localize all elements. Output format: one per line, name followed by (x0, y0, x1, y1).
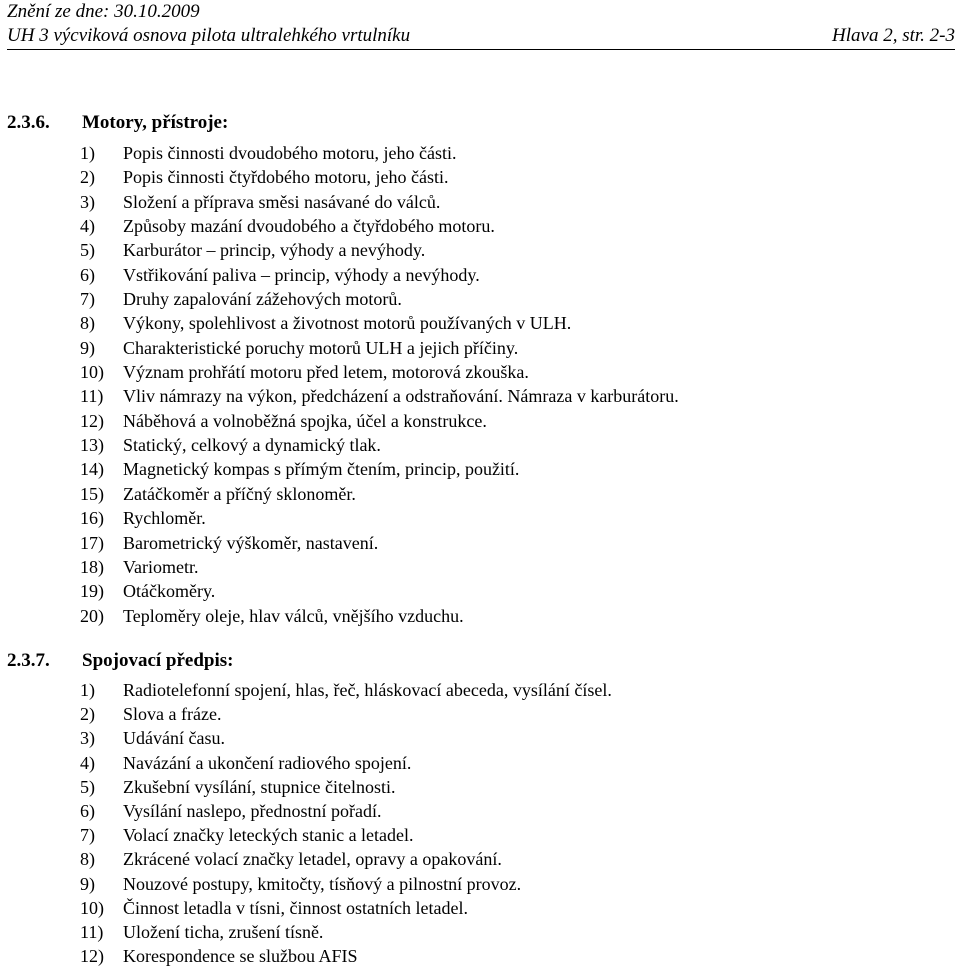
list-item-number: 19) (80, 581, 104, 602)
section-spojovaci (0, 648, 960, 674)
list-item-number: 9) (80, 873, 95, 894)
section-heading (0, 110, 960, 136)
list-item-number: 2) (80, 167, 95, 188)
list-item-text: Rychloměr. (123, 508, 206, 529)
list-item-number: 8) (80, 313, 95, 334)
revision-date: Znění ze dne: 30.10.2009 (7, 1, 200, 22)
list-item-number: 18) (80, 556, 104, 577)
list-item-number: 4) (80, 216, 95, 237)
section-motory (0, 110, 960, 136)
list-item-number: 7) (80, 825, 95, 846)
list-item-text: Význam prohřátí motoru před letem, motorová zkouška. (123, 362, 529, 383)
list-item-number: 5) (80, 240, 95, 261)
list-item-text: Popis činnosti čtyřdobého motoru, jeho části. (123, 167, 449, 188)
list-item-text: Vysílání naslepo, přednostní pořadí. (123, 800, 382, 821)
list-item-number: 20) (80, 605, 104, 626)
list-item-text: Náběhová a volnoběžná spojka, účel a konstrukce. (123, 410, 487, 431)
list-item-number: 9) (80, 337, 95, 358)
list-item-number: 12) (80, 946, 104, 967)
list-item-number: 10) (80, 897, 104, 918)
list-item-number: 2) (80, 704, 95, 725)
list-item-text: Radiotelefonní spojení, hlas, řeč, hláskovací abeceda, vysílání čísel. (123, 680, 612, 700)
list-item-text: Charakteristické poruchy motorů ULH a jejich příčiny. (123, 337, 519, 358)
list-item-number: 6) (80, 800, 95, 821)
list-item-number: 10) (80, 362, 104, 383)
list-item-number: 1) (80, 143, 95, 163)
list-item-number: 7) (80, 289, 95, 310)
list-item-text: Magnetický kompas s přímým čtením, princip, použití. (123, 459, 520, 480)
list-item-text: Slova a fráze. (123, 704, 222, 725)
list-item-number: 4) (80, 752, 95, 773)
list-item-text: Vstřikování paliva – princip, výhody a nevýhody. (123, 264, 480, 285)
section-number: 2.3.7. (7, 650, 50, 671)
list-item-text: Způsoby mazání dvoudobého a čtyřdobého motoru. (123, 216, 495, 237)
list-item-text: Vliv námrazy na výkon, předcházení a odstraňování. Námraza v karburátoru. (123, 386, 679, 407)
list-item-text: Zkrácené volací značky letadel, opravy a opakování. (123, 849, 502, 870)
section-title: Spojovací předpis: (82, 650, 234, 671)
list-item-text: Statický, celkový a dynamický tlak. (123, 435, 381, 456)
list-item-text: Druhy zapalování zážehových motorů. (123, 289, 402, 310)
page-reference: Hlava 2, str. 2-3 (832, 25, 955, 46)
list-item-number: 15) (80, 483, 104, 504)
list-item-number: 5) (80, 776, 95, 797)
header-title-row (7, 24, 955, 48)
list-item-number: 11) (80, 921, 104, 942)
list-item-number: 6) (80, 264, 95, 285)
header-divider (7, 49, 955, 50)
list-item-number: 12) (80, 410, 104, 431)
list-item-number: 17) (80, 532, 104, 553)
list-item-number: 16) (80, 508, 104, 529)
section-number: 2.3.6. (7, 112, 50, 133)
list-item-text: Udávání času. (123, 728, 225, 749)
list-item-text: Nouzové postupy, kmitočty, tísňový a pilnostní provoz. (123, 873, 522, 894)
list-item-number: 3) (80, 728, 95, 749)
list-item-text: Uložení ticha, zrušení tísně. (123, 921, 324, 942)
list-item-number: 11) (80, 386, 104, 407)
list-item-text: Činnost letadla v tísni, činnost ostatních letadel. (123, 897, 468, 918)
list-item-number: 3) (80, 191, 95, 212)
list-item-text: Výkony, spolehlivost a životnost motorů používaných v ULH. (123, 313, 572, 334)
list-item-text: Otáčkoměry. (123, 581, 216, 602)
list-item-number: 1) (80, 680, 95, 700)
list-item-text: Složení a příprava směsi nasávané do válců. (123, 191, 441, 212)
list-item-text: Korespondence se službou AFIS (123, 946, 358, 967)
list-item-number: 13) (80, 435, 104, 456)
section-title: Motory, přístroje: (82, 112, 229, 133)
list-item-text: Teploměry oleje, hlav válců, vnějšího vzduchu. (123, 605, 464, 626)
section-heading (0, 648, 960, 674)
list-item-text: Volací značky leteckých stanic a letadel. (123, 825, 414, 846)
list-item-text: Barometrický výškoměr, nastavení. (123, 532, 379, 553)
list-item-number: 14) (80, 459, 104, 480)
list-item-text: Zatáčkoměr a příčný sklonoměr. (123, 483, 356, 504)
page-header (7, 0, 955, 48)
list-item-text: Zkušební vysílání, stupnice čitelnosti. (123, 776, 396, 797)
list-item-text: Variometr. (123, 556, 199, 577)
document-title: UH 3 výcviková osnova pilota ultralehkého vrtulníku (7, 25, 411, 46)
list-item-text: Navázání a ukončení radiového spojení. (123, 752, 412, 773)
list-item-text: Karburátor – princip, výhody a nevýhody. (123, 240, 426, 261)
list-item-number: 8) (80, 849, 95, 870)
list-item-text: Popis činnosti dvoudobého motoru, jeho části. (123, 143, 457, 163)
